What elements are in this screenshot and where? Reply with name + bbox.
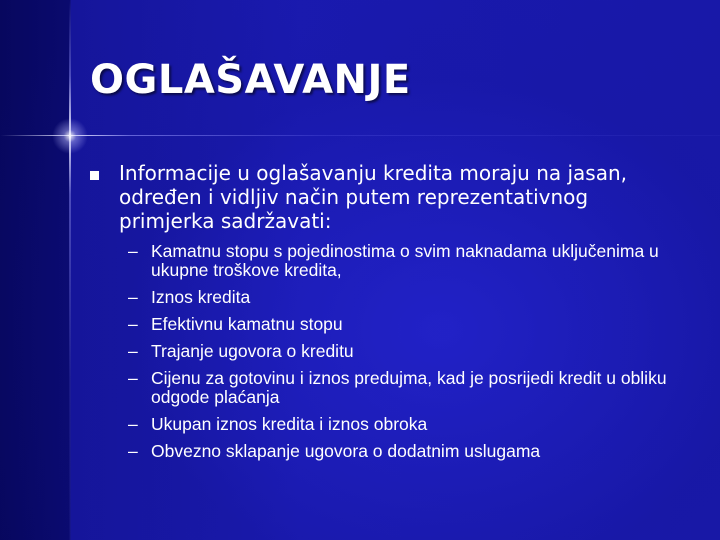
main-bullet (88, 161, 698, 233)
sub-bullet-item (128, 242, 698, 280)
dash-bullet-icon: – (128, 341, 138, 361)
sub-bullet-item (128, 288, 698, 307)
slide-title: OGLAŠAVANJE (90, 57, 411, 103)
decorative-star-vertical-line (69, 0, 71, 540)
sub-bullet-text: Cijenu za gotovinu i iznos predujma, kad je posrijedi kredit u obliku odgode plaćanja (151, 368, 667, 407)
decorative-star-icon (52, 118, 88, 154)
sub-bullet-text: Obvezno sklapanje ugovora o dodatnim uslugama (151, 441, 541, 461)
main-bullet-text: Informacije u oglašavanju kredita moraju na jasan, određen i vidljiv način putem reprezentativnog primjerka sadržavati: (119, 161, 628, 233)
sub-bullet-item (128, 442, 698, 461)
dash-bullet-icon: – (128, 368, 138, 388)
sub-bullet-item (128, 342, 698, 361)
dash-bullet-icon: – (128, 241, 138, 261)
sub-bullet-text: Kamatnu stopu s pojedinostima o svim naknadama uključenima u ukupne troškove kredita, (151, 241, 659, 280)
sub-bullet-item (128, 315, 698, 334)
sub-bullet-text: Iznos kredita (151, 287, 251, 307)
sub-bullet-text: Ukupan iznos kredita i iznos obroka (151, 414, 428, 434)
sub-bullet-list (128, 242, 698, 461)
dash-bullet-icon: – (128, 314, 138, 334)
sub-bullet-text: Efektivnu kamatnu stopu (151, 314, 343, 334)
slide-content (88, 161, 698, 469)
square-bullet-icon (90, 171, 99, 180)
decorative-star-horizontal-line (0, 135, 720, 136)
sub-bullet-item (128, 415, 698, 434)
dash-bullet-icon: – (128, 414, 138, 434)
sub-bullet-item (128, 369, 698, 407)
sub-bullet-text: Trajanje ugovora o kreditu (151, 341, 354, 361)
dash-bullet-icon: – (128, 287, 138, 307)
dash-bullet-icon: – (128, 441, 138, 461)
